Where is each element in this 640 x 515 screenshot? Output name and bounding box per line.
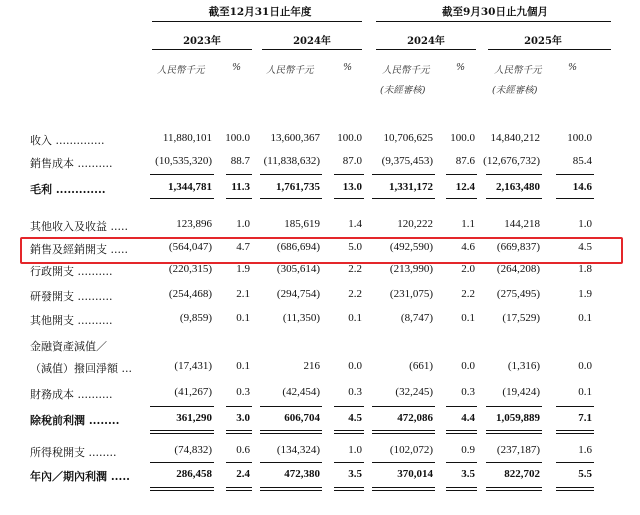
- total-underline: [226, 406, 252, 407]
- row-label: 財務成本 ..........: [30, 388, 113, 401]
- total-underline: [260, 430, 322, 431]
- total-underline: [226, 487, 252, 488]
- year-rule-1: [152, 49, 252, 50]
- percent-cell: 0.0: [348, 360, 362, 372]
- total-underline: [372, 430, 435, 431]
- amount-cell: 10,706,625: [383, 132, 433, 144]
- amount-cell: 11,880,101: [162, 132, 212, 144]
- amount-cell: (231,075): [389, 288, 433, 300]
- amount-cell: (9,375,453): [381, 155, 433, 167]
- amount-cell: (492,590): [389, 241, 433, 253]
- group-header-fy: 截至12月31日止年度: [208, 6, 312, 18]
- amount-cell: (1,316): [507, 360, 540, 372]
- unit-pct-1: %: [232, 62, 242, 73]
- total-underline: [226, 174, 252, 175]
- year-header-1: 2023年: [183, 36, 221, 47]
- amount-cell: (32,245): [395, 386, 433, 398]
- percent-cell: 0.1: [236, 360, 250, 372]
- row-label: 其他開支 ..........: [30, 314, 113, 327]
- percent-cell: 2.2: [461, 288, 475, 300]
- amount-cell: (134,324): [276, 444, 320, 456]
- unit-pct-3: %: [456, 62, 466, 73]
- amount-cell: (661): [409, 360, 433, 372]
- unit-rmb-1: 人民幣千元: [157, 65, 205, 76]
- year-rule-2: [262, 49, 362, 50]
- total-underline: [556, 433, 594, 434]
- percent-cell: 0.3: [461, 386, 475, 398]
- amount-cell: (11,838,632): [263, 155, 320, 167]
- total-underline: [334, 490, 364, 491]
- percent-cell: 0.1: [578, 386, 592, 398]
- percent-cell: 1.9: [578, 288, 592, 300]
- amount-cell: (237,187): [496, 444, 540, 456]
- row-label: 金融資產減值／: [30, 340, 107, 353]
- total-underline: [486, 433, 542, 434]
- amount-cell: (8,747): [400, 312, 433, 324]
- amount-cell: 216: [303, 360, 320, 372]
- total-underline: [372, 490, 435, 491]
- amount-cell: (9,859): [179, 312, 212, 324]
- amount-cell: (17,529): [502, 312, 540, 324]
- row-label: 毛利 .............: [30, 183, 106, 196]
- percent-cell: 12.4: [455, 181, 475, 193]
- total-underline: [260, 406, 322, 407]
- percent-cell: 4.5: [578, 241, 592, 253]
- percent-cell: 2.2: [348, 288, 362, 300]
- total-underline: [260, 462, 322, 463]
- total-underline: [334, 433, 364, 434]
- amount-cell: (12,676,732): [483, 155, 540, 167]
- total-underline: [486, 462, 542, 463]
- group-rule-fy: [152, 21, 362, 22]
- group-header-9m: 截至9月30日止九個月: [442, 6, 548, 18]
- percent-cell: 1.6: [578, 444, 592, 456]
- percent-cell: 14.6: [572, 181, 592, 193]
- unit-rmb-4: 人民幣千元: [494, 65, 542, 76]
- total-underline: [334, 487, 364, 488]
- unaudited-note-1: (未經審核): [380, 85, 426, 96]
- total-underline: [372, 433, 435, 434]
- percent-cell: 85.4: [572, 155, 592, 167]
- amount-cell: 1,761,735: [276, 181, 320, 193]
- amount-cell: (42,454): [282, 386, 320, 398]
- percent-cell: 87.6: [455, 155, 475, 167]
- total-underline: [334, 174, 364, 175]
- amount-cell: 120,222: [397, 218, 433, 230]
- total-underline: [260, 490, 322, 491]
- total-underline: [372, 198, 435, 199]
- amount-cell: 286,458: [176, 468, 212, 480]
- unit-rmb-3: 人民幣千元: [382, 65, 430, 76]
- amount-cell: 1,331,172: [389, 181, 433, 193]
- percent-cell: 100.0: [225, 132, 250, 144]
- total-underline: [226, 430, 252, 431]
- unit-pct-4: %: [568, 62, 578, 73]
- percent-cell: 2.2: [348, 263, 362, 275]
- percent-cell: 13.0: [342, 181, 362, 193]
- total-underline: [446, 198, 477, 199]
- total-underline: [446, 430, 477, 431]
- total-underline: [446, 433, 477, 434]
- percent-cell: 2.4: [236, 468, 250, 480]
- unaudited-note-2: (未經審核): [492, 85, 538, 96]
- percent-cell: 5.5: [578, 468, 592, 480]
- total-underline: [334, 406, 364, 407]
- amount-cell: 472,086: [397, 412, 433, 424]
- amount-cell: (11,350): [282, 312, 320, 324]
- amount-cell: (102,072): [389, 444, 433, 456]
- percent-cell: 1.1: [461, 218, 475, 230]
- percent-cell: 1.0: [236, 218, 250, 230]
- percent-cell: 1.9: [236, 263, 250, 275]
- total-underline: [372, 174, 435, 175]
- total-underline: [556, 462, 594, 463]
- amount-cell: (74,832): [174, 444, 212, 456]
- year-rule-3: [376, 49, 476, 50]
- row-label: 研發開支 ..........: [30, 290, 113, 303]
- total-underline: [226, 433, 252, 434]
- total-underline: [446, 406, 477, 407]
- amount-cell: (17,431): [174, 360, 212, 372]
- percent-cell: 1.0: [578, 218, 592, 230]
- percent-cell: 0.1: [461, 312, 475, 324]
- total-underline: [372, 462, 435, 463]
- total-underline: [150, 433, 214, 434]
- row-label: 收入 ..............: [30, 134, 105, 147]
- total-underline: [150, 487, 214, 488]
- percent-cell: 1.4: [348, 218, 362, 230]
- amount-cell: 822,702: [504, 468, 540, 480]
- amount-cell: (294,754): [276, 288, 320, 300]
- total-underline: [372, 406, 435, 407]
- amount-cell: (41,267): [174, 386, 212, 398]
- total-underline: [446, 490, 477, 491]
- percent-cell: 0.0: [578, 360, 592, 372]
- year-header-2: 2024年: [293, 36, 331, 47]
- percent-cell: 3.5: [461, 468, 475, 480]
- percent-cell: 2.1: [236, 288, 250, 300]
- total-underline: [486, 406, 542, 407]
- total-underline: [150, 174, 214, 175]
- amount-cell: 14,840,212: [490, 132, 540, 144]
- amount-cell: (10,535,320): [155, 155, 212, 167]
- total-underline: [150, 198, 214, 199]
- row-label: （減值）撥回淨額 ...: [30, 362, 132, 375]
- total-underline: [556, 198, 594, 199]
- total-underline: [150, 430, 214, 431]
- total-underline: [260, 198, 322, 199]
- row-label: 所得稅開支 ........: [30, 446, 117, 459]
- amount-cell: 2,163,480: [496, 181, 540, 193]
- amount-cell: 472,380: [284, 468, 320, 480]
- percent-cell: 0.1: [348, 312, 362, 324]
- year-rule-4: [488, 49, 611, 50]
- total-underline: [150, 490, 214, 491]
- percent-cell: 2.0: [461, 263, 475, 275]
- amount-cell: 1,344,781: [168, 181, 212, 193]
- row-label: 銷售及經銷開支 .....: [30, 243, 128, 256]
- total-underline: [226, 198, 252, 199]
- row-label: 除稅前利潤 ........: [30, 414, 120, 427]
- total-underline: [486, 490, 542, 491]
- total-underline: [446, 462, 477, 463]
- percent-cell: 100.0: [450, 132, 475, 144]
- percent-cell: 100.0: [567, 132, 592, 144]
- percent-cell: 4.7: [236, 241, 250, 253]
- percent-cell: 0.6: [236, 444, 250, 456]
- row-label: 年內／期內利潤 .....: [30, 470, 130, 483]
- total-underline: [226, 462, 252, 463]
- row-label: 行政開支 ..........: [30, 265, 113, 278]
- year-header-4: 2025年: [524, 36, 562, 47]
- total-underline: [556, 487, 594, 488]
- total-underline: [334, 430, 364, 431]
- total-underline: [486, 487, 542, 488]
- amount-cell: (254,468): [168, 288, 212, 300]
- percent-cell: 0.9: [461, 444, 475, 456]
- percent-cell: 4.4: [461, 412, 475, 424]
- percent-cell: 0.1: [236, 312, 250, 324]
- percent-cell: 5.0: [348, 241, 362, 253]
- amount-cell: (669,837): [496, 241, 540, 253]
- total-underline: [226, 490, 252, 491]
- total-underline: [556, 490, 594, 491]
- total-underline: [260, 487, 322, 488]
- total-underline: [486, 198, 542, 199]
- amount-cell: 361,290: [176, 412, 212, 424]
- percent-cell: 88.7: [230, 155, 250, 167]
- percent-cell: 100.0: [337, 132, 362, 144]
- amount-cell: 144,218: [504, 218, 540, 230]
- total-underline: [260, 174, 322, 175]
- percent-cell: 0.3: [348, 386, 362, 398]
- total-underline: [446, 487, 477, 488]
- total-underline: [446, 174, 477, 175]
- amount-cell: 185,619: [284, 218, 320, 230]
- percent-cell: 3.0: [236, 412, 250, 424]
- total-underline: [150, 462, 214, 463]
- amount-cell: (686,694): [276, 241, 320, 253]
- total-underline: [150, 406, 214, 407]
- amount-cell: (564,047): [168, 241, 212, 253]
- total-underline: [334, 462, 364, 463]
- total-underline: [556, 174, 594, 175]
- row-label: 其他收入及收益 .....: [30, 220, 128, 233]
- unit-pct-2: %: [343, 62, 353, 73]
- percent-cell: 1.8: [578, 263, 592, 275]
- year-header-3: 2024年: [407, 36, 445, 47]
- amount-cell: (220,315): [168, 263, 212, 275]
- amount-cell: (305,614): [276, 263, 320, 275]
- amount-cell: 370,014: [397, 468, 433, 480]
- percent-cell: 4.5: [348, 412, 362, 424]
- percent-cell: 7.1: [578, 412, 592, 424]
- amount-cell: 1,059,889: [496, 412, 540, 424]
- group-rule-9m: [376, 21, 611, 22]
- row-label: 銷售成本 ..........: [30, 157, 113, 170]
- percent-cell: 0.0: [461, 360, 475, 372]
- amount-cell: (19,424): [502, 386, 540, 398]
- amount-cell: (264,208): [496, 263, 540, 275]
- total-underline: [260, 433, 322, 434]
- amount-cell: (213,990): [389, 263, 433, 275]
- amount-cell: 123,896: [176, 218, 212, 230]
- percent-cell: 1.0: [348, 444, 362, 456]
- total-underline: [486, 430, 542, 431]
- unit-rmb-2: 人民幣千元: [266, 65, 314, 76]
- total-underline: [334, 198, 364, 199]
- percent-cell: 11.3: [231, 181, 250, 193]
- total-underline: [372, 487, 435, 488]
- percent-cell: 4.6: [461, 241, 475, 253]
- total-underline: [486, 174, 542, 175]
- percent-cell: 0.3: [236, 386, 250, 398]
- amount-cell: 13,600,367: [270, 132, 320, 144]
- percent-cell: 0.1: [578, 312, 592, 324]
- amount-cell: (275,495): [496, 288, 540, 300]
- percent-cell: 87.0: [342, 155, 362, 167]
- total-underline: [556, 406, 594, 407]
- amount-cell: 606,704: [284, 412, 320, 424]
- total-underline: [556, 430, 594, 431]
- percent-cell: 3.5: [348, 468, 362, 480]
